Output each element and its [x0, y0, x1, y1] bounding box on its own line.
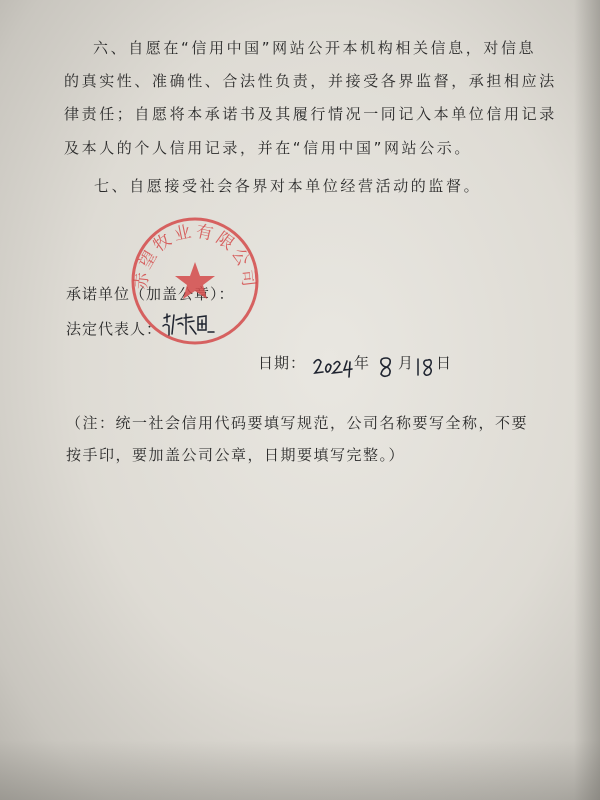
- para6-line2: 的真实性、准确性、合法性负责，并接受各界监督，承担相应法: [64, 72, 557, 90]
- page-bottom-shadow: [0, 740, 600, 800]
- page-shadow: [574, 0, 600, 800]
- rep-label: 法定代表人：: [66, 320, 163, 338]
- para6-line4: 及本人的个人信用记录，并在“信用中国”网站公示。: [64, 139, 472, 157]
- svg-text:赤望牧业有限公司: 赤望牧业有限公司: [131, 221, 259, 291]
- note-line2: 按手印，要加盖公司公章，日期要填写完整。）: [66, 446, 406, 464]
- handwritten-year: [312, 353, 358, 381]
- note-line1: （注：统一社会信用代码要填写规范，公司名称要写全称，不要: [66, 414, 529, 432]
- unit-label: 承诺单位（加盖公章）：: [66, 285, 235, 303]
- day-unit: 日: [436, 354, 453, 372]
- handwritten-day: [414, 353, 438, 381]
- date-label: 日期：: [258, 354, 307, 372]
- handwritten-month: [374, 353, 398, 381]
- month-unit: 月: [398, 354, 415, 372]
- seal-star-icon: [175, 262, 215, 299]
- para7: 七、自愿接受社会各界对本单位经营活动的监督。: [94, 177, 482, 195]
- handwritten-signature: [160, 308, 220, 340]
- para6-line3: 律责任；自愿将本承诺书及其履行情况一同记入本单位信用记录: [64, 105, 557, 123]
- year-unit: 年: [354, 354, 371, 372]
- para6-line1: 六、自愿在“信用中国”网站公开本机构相关信息，对信息: [93, 39, 537, 57]
